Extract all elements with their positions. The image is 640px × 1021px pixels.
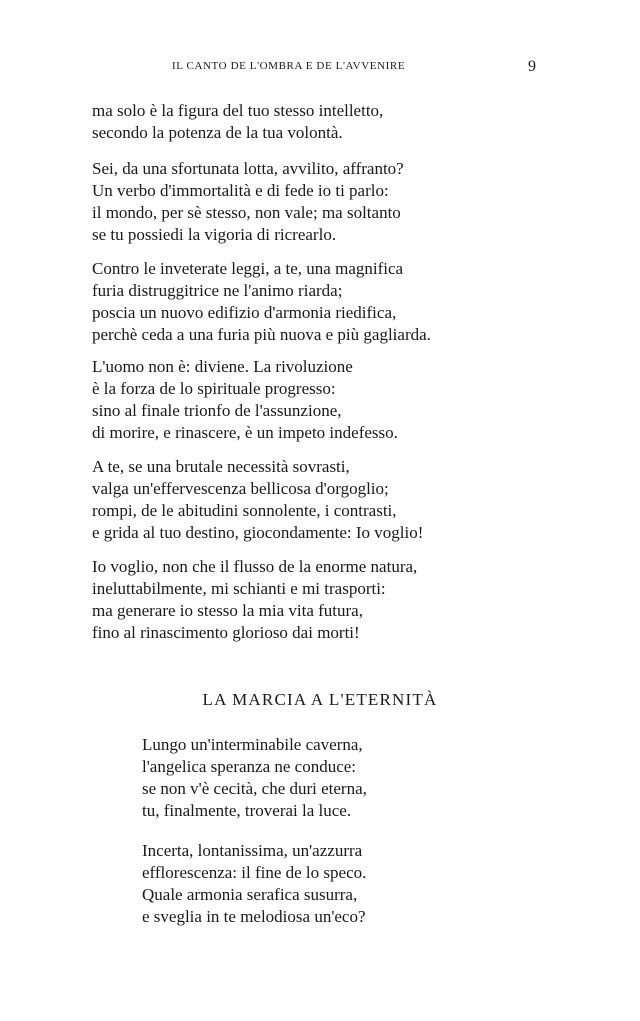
verse-line: è la forza de lo spirituale progresso: [92,379,336,398]
verse-line: e grida al tuo destino, giocondamente: Io voglio! [92,523,424,542]
verse-line: ineluttabilmente, mi schianti e mi trasporti: [92,579,386,598]
page-header [0,58,640,82]
verse-line: il mondo, per sè stesso, non vale; ma soltanto [92,203,401,222]
running-head: IL CANTO DE L'OMBRA E DE L'AVVENIRE [172,60,406,72]
verse-line: ma solo è la figura del tuo stesso intelletto, [92,101,384,120]
verse-line: poscia un nuovo edifizio d'armonia riedifica, [92,303,397,322]
verse-line: Io voglio, non che il flusso de la enorme natura, [92,557,418,576]
verse-line: se non v'è cecità, che duri eterna, [142,779,367,798]
verse-line: di morire, e rinascere, è un impeto indefesso. [92,423,398,442]
verse-line: efflorescenza: il fine de lo speco. [142,863,367,882]
verse-line: Un verbo d'immortalità e di fede io ti parlo: [92,181,389,200]
poem-title: LA MARCIA A L'ETERNITÀ [202,690,438,709]
verse-line: se tu possiedi la vigoria di ricrearlo. [92,225,337,244]
stanza [142,840,366,928]
verse-line: sino al finale trionfo de l'assunzione, [92,401,342,420]
verse-line: secondo la potenza de la tua volontà. [92,123,343,142]
verse-line: Quale armonia serafica susurra, [142,885,358,904]
verse-line: ma generare io stesso la mia vita futura, [92,601,363,620]
verse-line: valga un'effervescenza bellicosa d'orgoglio; [92,479,389,498]
stanza [92,258,431,346]
stanza [92,556,417,644]
stanza [142,734,367,822]
verse-line: Contro le inveterate leggi, a te, una magnifica [92,259,404,278]
verse-line: l'angelica speranza ne conduce: [142,757,357,776]
verse-line: rompi, de le abitudini sonnolente, i contrasti, [92,501,397,520]
verse-line: furia distruggitrice ne l'animo riarda; [92,281,343,300]
verse-line: Lungo un'interminabile caverna, [142,735,363,754]
verse-line: tu, finalmente, troverai la luce. [142,801,352,820]
stanza [92,456,423,544]
stanza [92,100,383,144]
verse-line: perchè ceda a una furia più nuova e più gagliarda. [92,325,431,344]
verse-line: e sveglia in te melodiosa un'eco? [142,907,366,926]
verse-line: fino al rinascimento glorioso dai morti! [92,623,360,642]
page-number: 9 [528,58,536,75]
stanza [92,356,398,444]
verse-line: Incerta, lontanissima, un'azzurra [142,841,363,860]
verse-line: L'uomo non è: diviene. La rivoluzione [92,357,353,376]
verse-line: Sei, da una sfortunata lotta, avvilito, affranto? [92,159,404,178]
verse-line: A te, se una brutale necessità sovrasti, [92,457,350,476]
stanza [92,158,404,246]
